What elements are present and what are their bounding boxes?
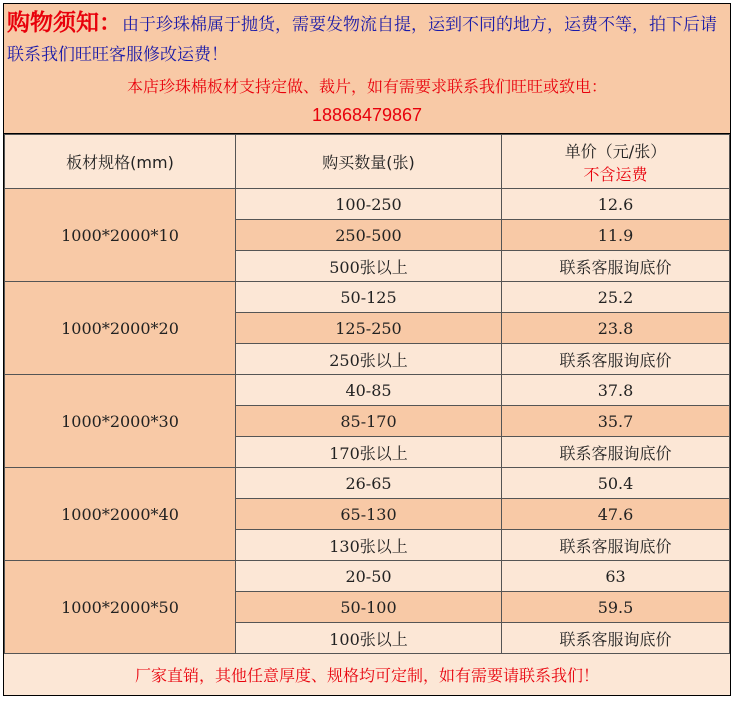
spec-cell: 1000*2000*50 (5, 561, 236, 654)
price-cell: 63 (502, 561, 730, 592)
price-table (4, 134, 730, 654)
footer-note: 厂家直销，其他任意厚度、规格均可定制，如有需要请联系我们！ (4, 655, 730, 694)
qty-cell: 250-500 (236, 220, 502, 251)
header-price-label: 单价（元/张） (564, 141, 667, 161)
price-cell: 37.8 (502, 375, 730, 406)
price-cell: 联系客服询底价 (502, 437, 730, 468)
custom-order-note: 本店珍珠棉板材支持定做、裁片，如有需要求联系我们旺旺或致电： (126, 77, 607, 96)
table-row (5, 375, 730, 406)
table-header-row (5, 135, 730, 189)
spec-cell: 1000*2000*10 (5, 189, 236, 282)
notice-title: 购物须知： (7, 10, 122, 36)
price-cell: 联系客服询底价 (502, 251, 730, 282)
notice-text-block (7, 8, 725, 70)
table-row (5, 468, 730, 499)
phone-number: 18868479867 (311, 105, 423, 125)
qty-cell: 40-85 (236, 375, 502, 406)
header-spec: 板材规格(mm) (5, 135, 236, 189)
qty-cell: 500张以上 (236, 251, 502, 282)
header-price-note: 不含运费 (583, 164, 648, 184)
price-cell: 47.6 (502, 499, 730, 530)
header-price (502, 135, 730, 189)
price-cell: 联系客服询底价 (502, 623, 730, 654)
qty-cell: 65-130 (236, 499, 502, 530)
qty-cell: 170张以上 (236, 437, 502, 468)
qty-cell: 20-50 (236, 561, 502, 592)
price-sheet (3, 3, 731, 696)
qty-cell: 250张以上 (236, 344, 502, 375)
qty-cell: 100-250 (236, 189, 502, 220)
price-cell: 35.7 (502, 406, 730, 437)
qty-cell: 26-65 (236, 468, 502, 499)
qty-cell: 100张以上 (236, 623, 502, 654)
qty-cell: 85-170 (236, 406, 502, 437)
table-row (5, 282, 730, 313)
table-row (5, 189, 730, 220)
price-cell: 联系客服询底价 (502, 344, 730, 375)
price-cell: 联系客服询底价 (502, 530, 730, 561)
notice-body: 由于珍珠棉属于抛货，需要发物流自提，运到不同的地方，运费不等，拍下后请联系我们旺旺客服修改运费！ (7, 15, 717, 65)
spec-cell: 1000*2000*40 (5, 468, 236, 561)
price-cell: 11.9 (502, 220, 730, 251)
spec-cell: 1000*2000*20 (5, 282, 236, 375)
qty-cell: 50-100 (236, 592, 502, 623)
qty-cell: 125-250 (236, 313, 502, 344)
price-cell: 59.5 (502, 592, 730, 623)
price-cell: 50.4 (502, 468, 730, 499)
price-cell: 25.2 (502, 282, 730, 313)
price-cell: 23.8 (502, 313, 730, 344)
qty-cell: 50-125 (236, 282, 502, 313)
table-row (5, 561, 730, 592)
spec-cell: 1000*2000*30 (5, 375, 236, 468)
price-cell: 12.6 (502, 189, 730, 220)
qty-cell: 130张以上 (236, 530, 502, 561)
shopping-notice (4, 4, 730, 134)
header-qty: 购买数量(张) (236, 135, 502, 189)
